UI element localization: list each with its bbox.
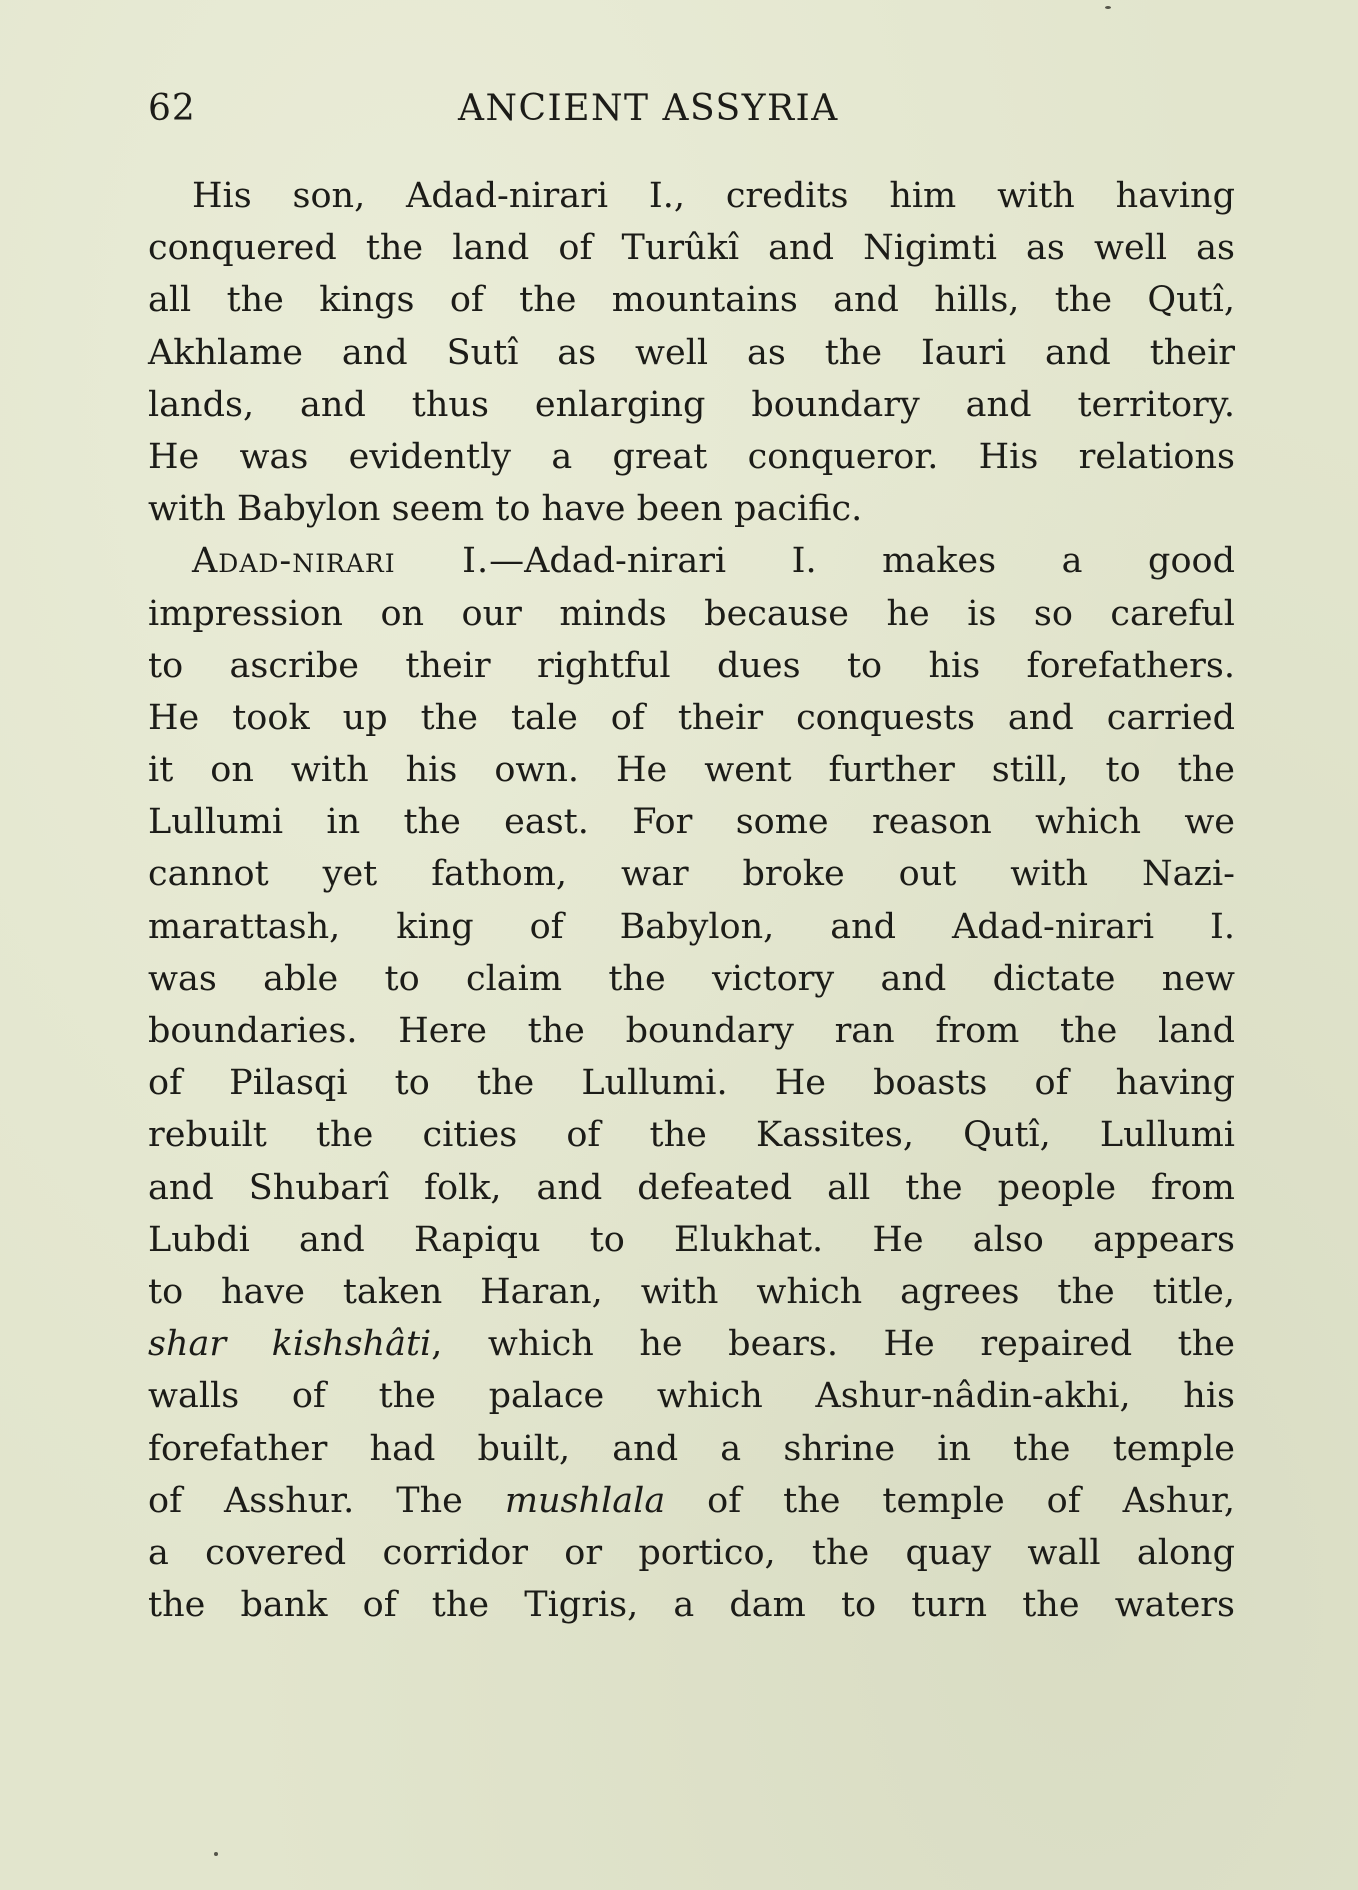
text-line: the bank of the Tigris, a dam to turn the waters (148, 1585, 1235, 1626)
text-line-with-italic (148, 1475, 1235, 1527)
text-fragment: of Asshur. The (148, 1480, 505, 1521)
text-line: marattash, king of Babylon, and Adad-nirari I. (148, 906, 1235, 947)
text-line: with Babylon seem to have been pacific. (148, 489, 863, 530)
section-opening-line (148, 535, 1235, 587)
italic-term: shar kishshâti (148, 1324, 432, 1365)
text-line: it on with his own. He went further still, to the (148, 750, 1235, 791)
running-head (148, 88, 1235, 138)
text-line: He took up the tale of their conquests and carried (148, 697, 1235, 738)
italic-term: mushlala (504, 1480, 666, 1521)
text-line: all the kings of the mountains and hills, the Qutî, (148, 280, 1235, 321)
paper-speck (1105, 6, 1111, 9)
text-line: conquered the land of Turûkî and Nigimti as well as (148, 228, 1235, 269)
text-line-with-italic (148, 1318, 1235, 1370)
text-fragment: , which he bears. He repaired the (431, 1324, 1235, 1365)
text-line: cannot yet fathom, war broke out with Nazi- (148, 854, 1235, 895)
text-line: Akhlame and Sutî as well as the Iauri and their (148, 332, 1235, 373)
text-line: a covered corridor or portico, the quay wall along (148, 1532, 1235, 1573)
text-line: His son, Adad-nirari I., credits him with having (192, 176, 1235, 216)
text-line: impression on our minds because he is so careful (148, 593, 1235, 634)
section-heading: Adad-nirari I. (192, 541, 490, 582)
text-line: He was evidently a great conqueror. His relations (148, 436, 1235, 477)
text-line: lands, and thus enlarging boundary and territory. (148, 384, 1235, 425)
text-line: Lubdi and Rapiqu to Elukhat. He also appears (148, 1219, 1235, 1260)
text-line: of Pilasqi to the Lullumi. He boasts of having (148, 1063, 1235, 1104)
paper-speck (214, 1852, 218, 1856)
page-number: 62 (148, 88, 196, 129)
text-fragment: of the temple of Ashur, (665, 1480, 1236, 1521)
text-line: and Shubarî folk, and defeated all the people from (148, 1167, 1235, 1208)
text-line: to ascribe their rightful dues to his forefathers. (148, 645, 1235, 686)
body-text (148, 170, 1235, 1631)
text-line: forefather had built, and a shrine in the temple (148, 1428, 1235, 1469)
text-line: rebuilt the cities of the Kassites, Qutî, Lullumi (148, 1115, 1235, 1156)
text-fragment: —Adad-nirari I. makes a good (489, 541, 1236, 582)
text-line: to have taken Haran, with which agrees the title, (148, 1271, 1235, 1312)
running-title: ANCIENT ASSYRIA (458, 88, 839, 129)
text-line: boundaries. Here the boundary ran from the land (148, 1011, 1235, 1051)
text-line: Lullumi in the east. For some reason which we (148, 802, 1235, 843)
text-line: was able to claim the victory and dictate new (148, 958, 1235, 999)
text-line: walls of the palace which Ashur-nâdin-akhi, his (148, 1376, 1235, 1417)
